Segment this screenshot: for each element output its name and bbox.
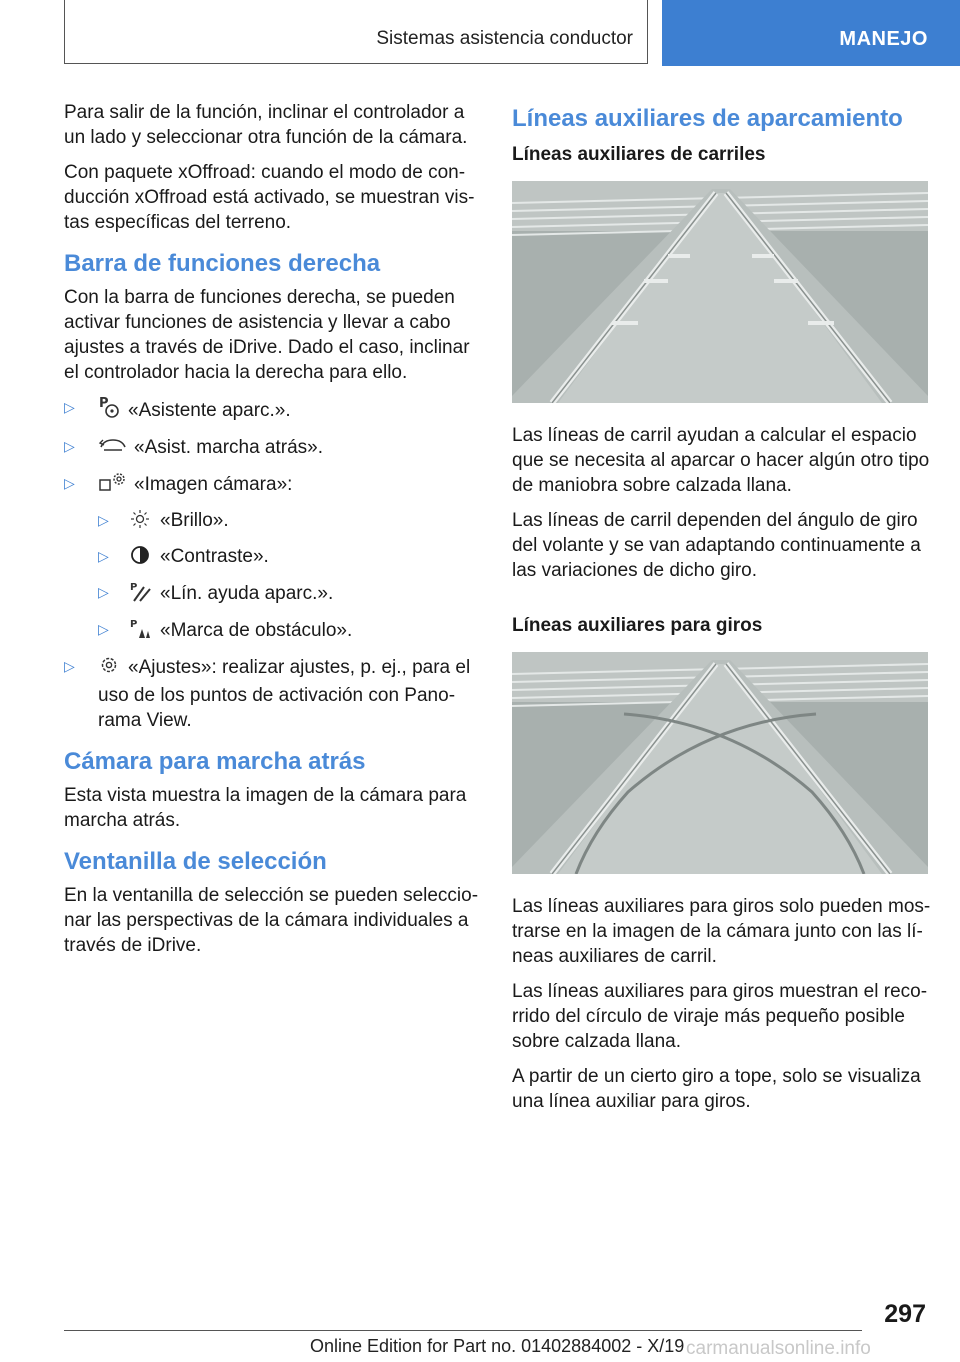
right-column: [512, 100, 932, 1124]
paragraph: Con paquete xOffroad: cuando el modo de conducción xOffroad está activado, se muestran vistas específicas del terreno.: [64, 162, 475, 233]
footer-edition: Online Edition for Part no. 01402884002 - X/19: [310, 1336, 685, 1356]
svg-text:P: P: [130, 582, 138, 593]
paragraph: En la ventanilla de selección se pueden seleccionar las perspectivas de la cámara individuales a través de iDrive.: [64, 885, 479, 956]
paragraph: Para salir de la función, inclinar el controlador a un lado y seleccionar otra función de la cámara.: [64, 102, 468, 148]
parking-assistant-icon: [98, 395, 122, 426]
paragraph: Las líneas de carril ayudan a calcular el espacio que se necesita al aparcar o hacer algún otro tipo de maniobra sobre calzada llana.: [512, 425, 930, 496]
turning-lines-figure: [512, 652, 928, 874]
list-item-text: «Lín. ayuda aparc.».: [160, 583, 334, 604]
list-item-text: «Ajustes»: realizar ajustes, p. ej., para el uso de los puntos de activación con Panorama View.: [98, 657, 471, 731]
list-item-text: «Contraste».: [160, 546, 269, 567]
paragraph: Esta vista muestra la imagen de la cámara para marcha atrás.: [64, 785, 467, 831]
bullet-triangle-icon: ▷: [64, 399, 75, 415]
list-item: [98, 508, 479, 536]
lane-lines-figure: [512, 181, 928, 403]
header-section-title: Sistemas asistencia conductor: [376, 28, 633, 49]
subsection-heading: Líneas auxiliares de carriles: [512, 144, 766, 165]
section-heading: Líneas auxiliares de aparcamiento: [512, 105, 903, 132]
bullet-triangle-icon: ▷: [98, 512, 109, 528]
subsection-heading: Líneas auxiliares para giros: [512, 615, 763, 636]
gear-icon: [98, 654, 122, 683]
obstacle-marker-icon: [130, 617, 154, 646]
list-item: [64, 434, 479, 463]
paragraph: Con la barra de funciones derecha, se pueden activar funciones de asistencia y llevar a cabo ajustes a través de iDrive. Dado el caso, inclinar el controlador hacia la derecha para ello.: [64, 287, 470, 383]
reverse-assist-icon: [98, 434, 128, 463]
bullet-triangle-icon: ▷: [98, 548, 109, 564]
list-item-text: «Marca de obstáculo».: [160, 620, 353, 641]
brightness-icon: [130, 509, 154, 536]
list-item: [98, 617, 479, 646]
list-item: [64, 395, 479, 426]
bullet-triangle-icon: ▷: [64, 658, 75, 674]
bullet-triangle-icon: ▷: [98, 584, 109, 600]
list-item-text: «Asistente aparc.».: [128, 400, 291, 421]
svg-text:P: P: [130, 619, 138, 630]
svg-text:P: P: [99, 396, 109, 411]
footer-divider: [64, 1330, 862, 1331]
list-item-text: «Asist. marcha atrás».: [134, 437, 324, 458]
footer-watermark: carmanualsonline.info: [686, 1338, 871, 1359]
list-item-text: «Imagen cámara»:: [134, 474, 293, 495]
camera-settings-icon: [98, 471, 128, 500]
paragraph: A partir de un cierto giro a tope, solo se visualiza una línea auxiliar para giros.: [512, 1066, 921, 1112]
header-chapter-tab: [662, 0, 960, 66]
bullet-triangle-icon: ▷: [64, 438, 75, 454]
header-frame: [64, 0, 648, 64]
list-item-text: «Brillo».: [160, 510, 229, 531]
contrast-icon: [130, 545, 154, 572]
page-number: 297: [884, 1300, 926, 1328]
camera-image-sublist: [98, 508, 479, 646]
list-item: [98, 580, 479, 609]
paragraph: Las líneas auxiliares para giros solo pueden mostrarse en la imagen de la cámara junto con las líneas auxiliares de carril.: [512, 896, 931, 967]
parking-lines-icon: [130, 580, 154, 609]
header-chapter-label: MANEJO: [839, 28, 928, 50]
paragraph: Las líneas de carril dependen del ángulo de giro del volante y se van adaptando continuamente a las variaciones de dicho giro.: [512, 510, 921, 581]
bullet-triangle-icon: ▷: [64, 475, 75, 491]
function-list: [64, 395, 479, 733]
list-item: [98, 544, 479, 572]
list-item: [64, 654, 479, 733]
list-item: [64, 471, 479, 646]
section-heading: Cámara para marcha atrás: [64, 748, 366, 775]
section-heading: Ventanilla de selección: [64, 848, 327, 875]
left-column: [64, 100, 479, 968]
bullet-triangle-icon: ▷: [98, 621, 109, 637]
paragraph: Las líneas auxiliares para giros muestran el recorrido del círculo de viraje más pequeño posible sobre calzada llana.: [512, 981, 928, 1052]
section-heading: Barra de funciones derecha: [64, 250, 381, 277]
